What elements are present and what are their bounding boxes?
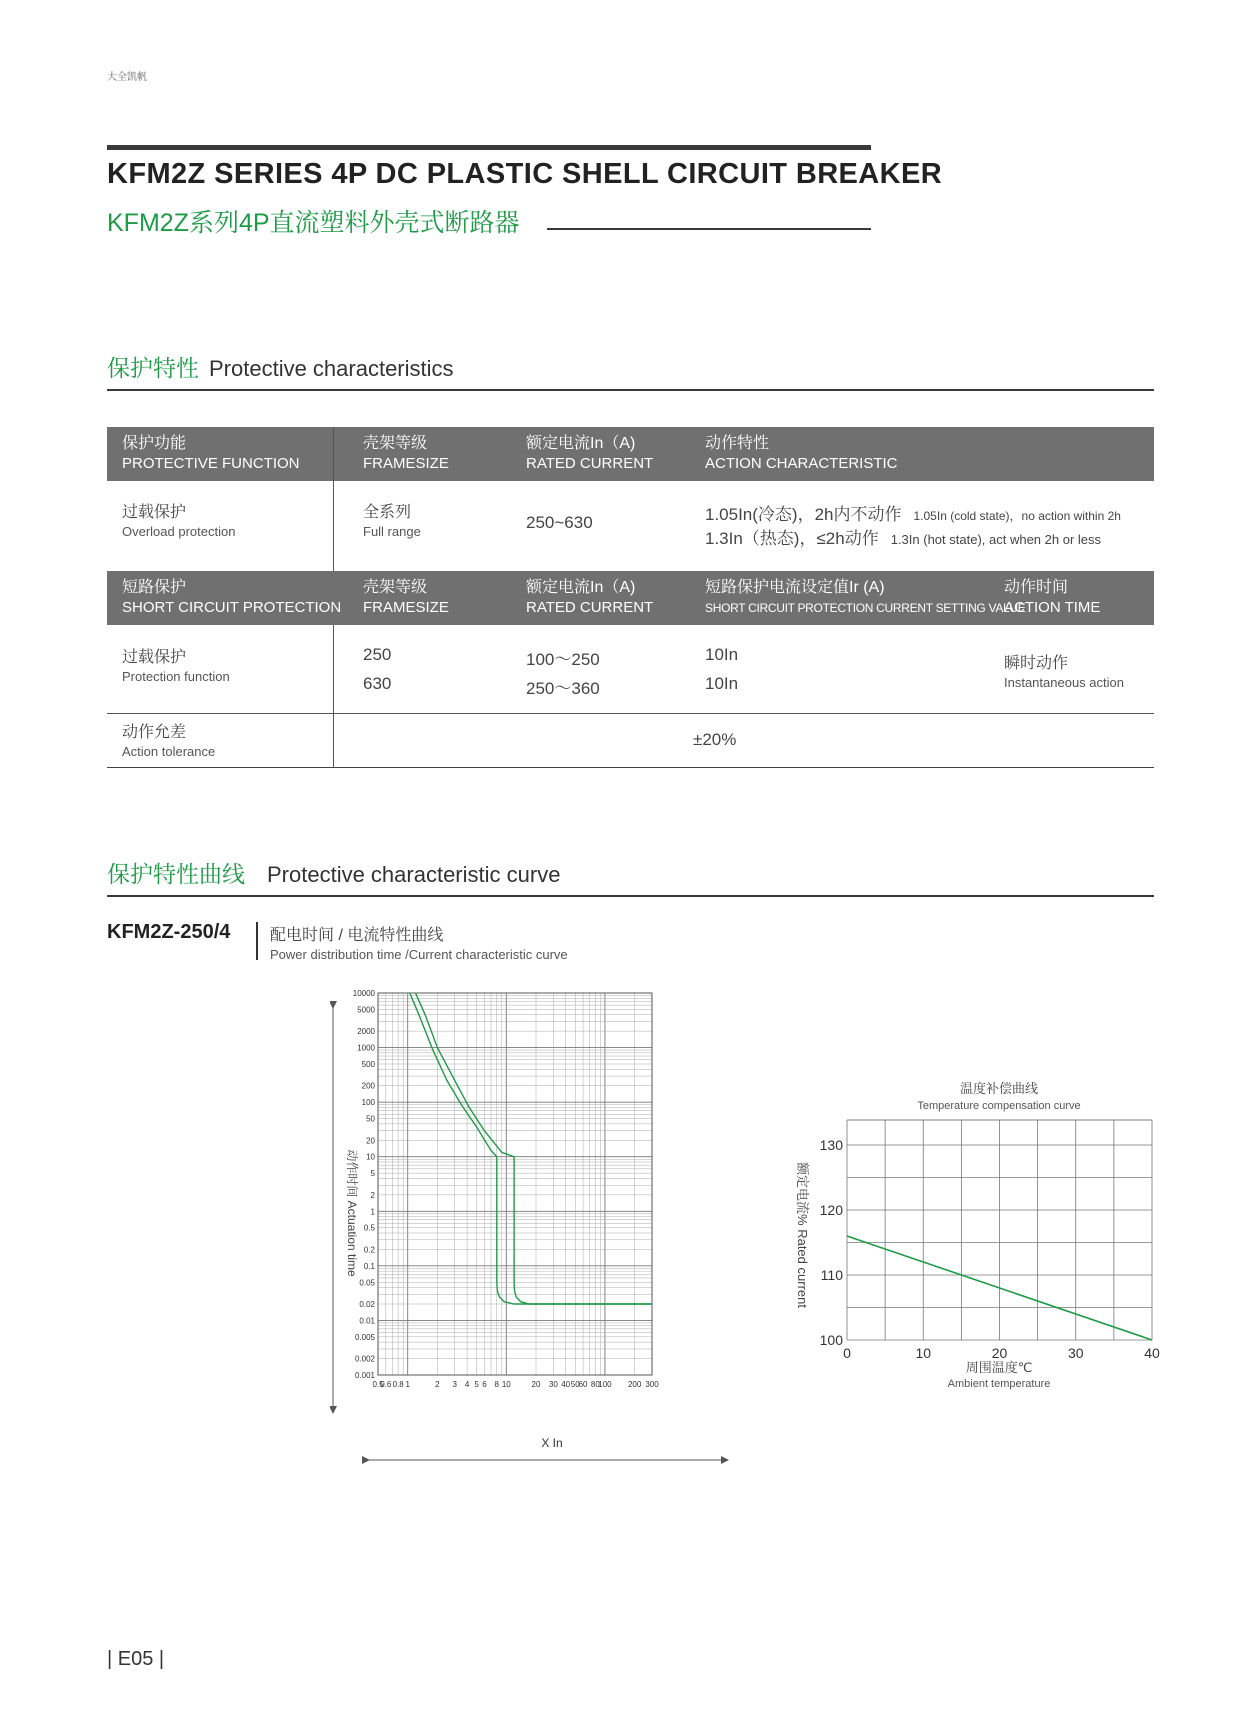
trip-curve-y-label: 动作时间 Actuation time — [345, 1149, 359, 1277]
header-rated-current: 额定电流In（A) RATED CURRENT — [526, 435, 654, 472]
x-tick-label: 300 — [645, 1380, 659, 1389]
protection-table — [107, 427, 1154, 767]
x-tick-label: 2 — [435, 1380, 440, 1389]
page-title-cn: KFM2Z系列4P直流塑料外壳式断路器 — [107, 209, 520, 237]
section-rule — [107, 389, 1154, 391]
temp-x-tick-label: 10 — [915, 1345, 932, 1361]
temp-y-tick-label: 120 — [819, 1202, 843, 1218]
section-protective-curve — [107, 856, 560, 889]
temp-chart-x-label-cn: 周围温度℃ — [965, 1360, 1033, 1375]
short-circuit-header-row — [107, 571, 1154, 625]
x-tick-label: 5 — [474, 1380, 479, 1389]
temp-chart-subtitle: Temperature compensation curve — [917, 1100, 1081, 1112]
overload-rated-cell: 250~630 — [526, 513, 593, 532]
temp-x-tick-label: 20 — [991, 1345, 1008, 1361]
temp-x-tick-label: 0 — [843, 1345, 851, 1361]
header-short-circuit-protection: 短路保护 SHORT CIRCUIT PROTECTION — [122, 579, 342, 616]
short-setting-250: 10In — [705, 645, 739, 664]
header-setting-value: 短路保护电流设定值Ir (A) SHORT CIRCUIT PROTECTION CURRENT SETTING VALUE — [705, 579, 1026, 615]
y-tick-label: 50 — [366, 1114, 375, 1124]
temp-y-tick-label: 130 — [819, 1137, 843, 1153]
x-tick-label: 60 — [578, 1380, 588, 1389]
table-bottom-rule — [107, 767, 1154, 768]
temp-chart-title: 温度补偿曲线 — [959, 1081, 1039, 1096]
short-action-time-cell: 瞬时动作 Instantaneous action — [1004, 655, 1124, 690]
trip-curve-x-label: X In — [541, 1436, 563, 1450]
x-tick-label: 30 — [548, 1380, 558, 1389]
y-tick-label: 2 — [370, 1190, 375, 1200]
x-tick-label: 4 — [464, 1380, 470, 1389]
section2-title-en: Protective characteristic curve — [267, 862, 561, 887]
y-tick-label: 5000 — [357, 1005, 375, 1015]
y-tick-label: 20 — [366, 1136, 375, 1146]
x-tick-label: 40 — [561, 1380, 571, 1389]
trip-curve-series-2 — [416, 993, 653, 1304]
header-rated-current-2: 额定电流In（A) RATED CURRENT — [526, 579, 654, 616]
header-framesize-2: 壳架等级 FRAMESIZE — [363, 579, 449, 616]
trip-curve-chart — [330, 985, 750, 1465]
section-title-cn: 保护特性 — [107, 355, 199, 381]
title-top-bar — [107, 145, 871, 150]
y-tick-label: 0.01 — [359, 1316, 375, 1326]
short-framesize-630: 630 — [363, 674, 392, 693]
overload-function-cell: 过载保护 Overload protection — [122, 504, 236, 539]
short-framesize-250: 250 — [363, 645, 392, 664]
x-tick-label: 100 — [598, 1380, 612, 1389]
section2-title-cn: 保护特性曲线 — [107, 861, 245, 887]
tolerance-value: ±20% — [693, 730, 737, 749]
y-tick-label: 0.002 — [354, 1354, 375, 1364]
section-protective-characteristics — [107, 350, 454, 383]
short-function-cell: 过载保护 Protection function — [122, 649, 230, 684]
tolerance-function-cell: 动作允差 Action tolerance — [122, 724, 216, 759]
short-rated-250: 100～250 — [526, 650, 600, 669]
temp-y-tick-label: 100 — [819, 1332, 843, 1348]
overload-action-line-2: 1.3In（热态)，≤2h动作 1.3In (hot state), act when 2h or less — [705, 529, 1101, 548]
temperature-compensation-chart — [780, 1075, 1170, 1400]
y-tick-label: 0.05 — [359, 1278, 375, 1288]
y-tick-label: 2000 — [357, 1027, 375, 1037]
y-tick-label: 0.02 — [359, 1300, 375, 1310]
y-tick-label: 1000 — [357, 1043, 375, 1053]
y-tick-label: 0.001 — [354, 1371, 375, 1380]
x-tick-label: 10 — [501, 1380, 511, 1389]
temp-x-tick-label: 30 — [1067, 1345, 1084, 1361]
y-tick-label: 10 — [366, 1152, 375, 1162]
x-tick-label: 6 — [482, 1380, 487, 1389]
x-tick-label: 8 — [494, 1380, 499, 1389]
y-tick-label: 0.1 — [363, 1261, 375, 1271]
y-tick-label: 500 — [361, 1059, 375, 1069]
overload-framesize-cell: 全系列 Full range — [363, 504, 421, 539]
short-rated-630: 250～360 — [526, 679, 600, 698]
x-tick-label: 3 — [452, 1380, 457, 1389]
header-protective-function: 保护功能 PROTECTIVE FUNCTION — [122, 435, 300, 472]
y-tick-label: 5 — [370, 1169, 375, 1179]
page-number: | E05 | — [107, 1648, 165, 1670]
y-tick-label: 0.005 — [354, 1332, 375, 1342]
title-underline — [547, 228, 871, 230]
y-tick-label: 0.2 — [363, 1245, 375, 1255]
y-tick-label: 0.5 — [363, 1223, 375, 1233]
x-tick-label: 80 — [590, 1380, 600, 1389]
temp-chart-y-label: 额定电流% Rated current — [795, 1162, 810, 1308]
header-action-time: 动作时间 ACTION TIME — [1004, 579, 1101, 616]
y-tick-label: 10000 — [352, 989, 375, 998]
table-row-divider — [107, 713, 1154, 714]
temp-chart-x-label-en: Ambient temperature — [947, 1378, 1051, 1390]
header-framesize: 壳架等级 FRAMESIZE — [363, 435, 449, 472]
overload-action-line-1: 1.05In(冷态)，2h内不动作 1.05In (cold state)，no action within 2h — [705, 505, 1121, 524]
x-tick-label: 0.5 — [372, 1380, 384, 1389]
y-tick-label: 1 — [370, 1207, 375, 1217]
x-tick-label: 1 — [405, 1380, 410, 1389]
temp-x-tick-label: 40 — [1144, 1345, 1160, 1361]
page-title-en: KFM2Z SERIES 4P DC PLASTIC SHELL CIRCUIT BREAKER — [107, 158, 943, 190]
section2-rule — [107, 895, 1154, 897]
y-tick-label: 200 — [361, 1081, 375, 1091]
x-tick-label: 0.8 — [392, 1380, 404, 1389]
short-setting-630: 10In — [705, 674, 739, 693]
model-divider — [256, 922, 258, 960]
y-tick-label: 100 — [361, 1098, 375, 1108]
overload-header-row — [107, 427, 1154, 481]
temp-y-tick-label: 110 — [820, 1267, 843, 1283]
x-tick-label: 20 — [531, 1380, 541, 1389]
x-tick-label: 50 — [570, 1380, 580, 1389]
x-tick-label: 0.6 — [380, 1380, 392, 1389]
x-tick-label: 200 — [627, 1380, 642, 1389]
trip-curve-series-1 — [410, 993, 652, 1304]
model-name: KFM2Z-250/4 — [107, 921, 231, 943]
brand-label: 大全凯帆 — [107, 72, 147, 83]
model-description: 配电时间 / 电流特性曲线 Power distribution time /Current characteristic curve — [270, 927, 568, 962]
header-action-characteristic: 动作特性 ACTION CHARACTERISTIC — [705, 435, 898, 472]
section-title-en: Protective characteristics — [209, 356, 454, 381]
